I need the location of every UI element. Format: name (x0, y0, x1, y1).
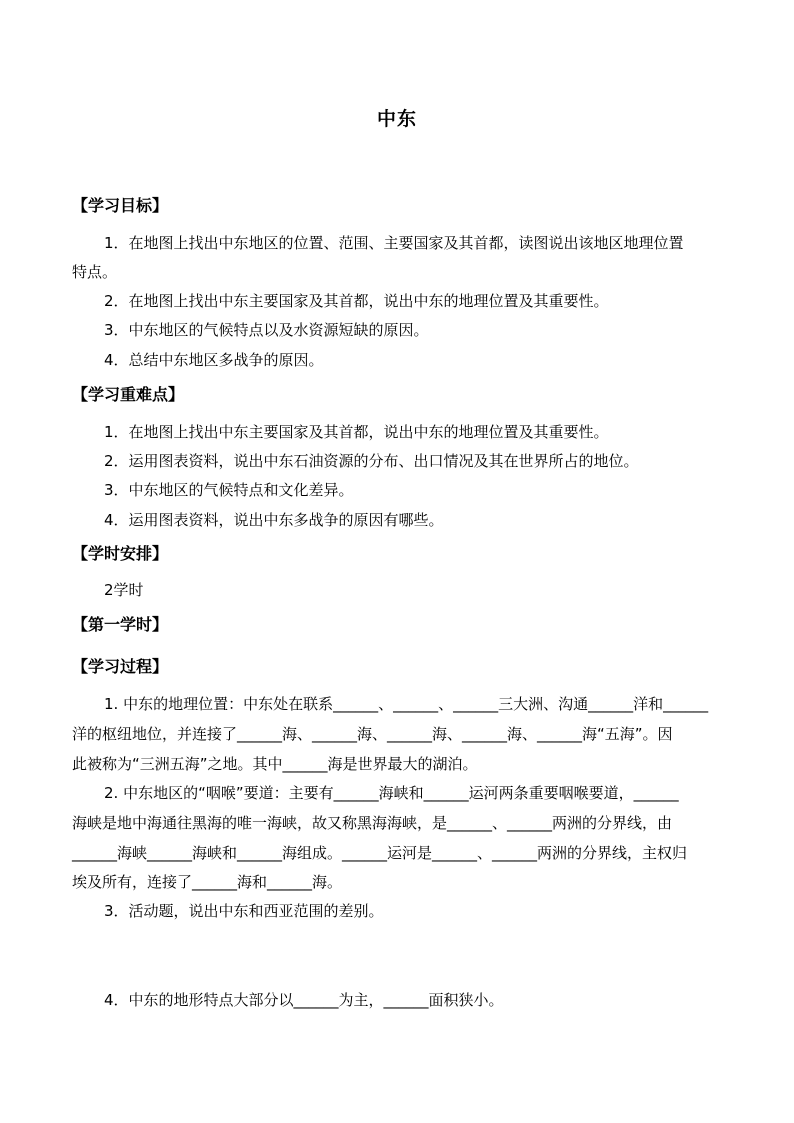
objectives-line-3: 3．中东地区的气候特点以及水资源短缺的原因。 (104, 321, 429, 339)
objectives-heading: 【学习目标】 (72, 196, 169, 215)
process-heading: 【学习过程】 (72, 657, 169, 676)
objectives-line-4: 4．总结中东地区多战争的原因。 (104, 351, 324, 369)
process-line-2: 2. 中东地区的“咽喉”要道：主要有______海峡和______运河两条重要咽喉要道，______ (104, 784, 679, 802)
key-points-line-4: 4．运用图表资料，说出中东多战争的原因有哪些。 (104, 511, 444, 529)
objectives-line-1-cont: 特点。 (72, 263, 118, 281)
key-points-line-2: 2．运用图表资料，说出中东石油资源的分布、出口情况及其在世界所占的地位。 (104, 452, 639, 470)
key-points-heading: 【学习重难点】 (72, 385, 185, 404)
process-line-3: 3．活动题，说出中东和西亚范围的差别。 (104, 902, 384, 920)
process-line-2-end: 埃及所有，连接了______海和______海。 (72, 873, 343, 891)
key-points-line-3: 3．中东地区的气候特点和文化差异。 (104, 481, 354, 499)
first-period-heading: 【第一学时】 (72, 615, 169, 634)
process-line-2-cont: 海峡是地中海通往黑海的唯一海峡，故又称黑海海峡，是______、______两洲的分界线，由 (72, 814, 673, 832)
process-line-4: 4．中东的地形特点大部分以______为主，______面积狭小。 (104, 991, 504, 1009)
schedule-text: 2学时 (104, 581, 144, 599)
process-line-1-cont: 洋的枢纽地位，并连接了______海、______海、______海、______海、______海“五海”。因 (72, 725, 673, 743)
process-line-2-cont2: ______海峡______海峡和______海组成。______运河是______、______两洲的分界线，主权归 (72, 844, 688, 862)
page-title: 中东 (376, 108, 417, 130)
schedule-heading: 【学时安排】 (72, 544, 169, 563)
process-line-1-end: 此被称为“三洲五海”之地。其中______海是世界最大的湖泊。 (72, 755, 478, 773)
objectives-line-1: 1．在地图上找出中东地区的位置、范围、主要国家及其首都，读图说出该地区地理位置 (104, 234, 684, 252)
process-line-1: 1. 中东的地理位置：中东处在联系______、______、______三大洲、沟通______洋和______ (104, 695, 709, 713)
key-points-line-1: 1．在地图上找出中东主要国家及其首都，说出中东的地理位置及其重要性。 (104, 423, 609, 441)
objectives-line-2: 2．在地图上找出中东主要国家及其首都，说出中东的地理位置及其重要性。 (104, 292, 609, 310)
